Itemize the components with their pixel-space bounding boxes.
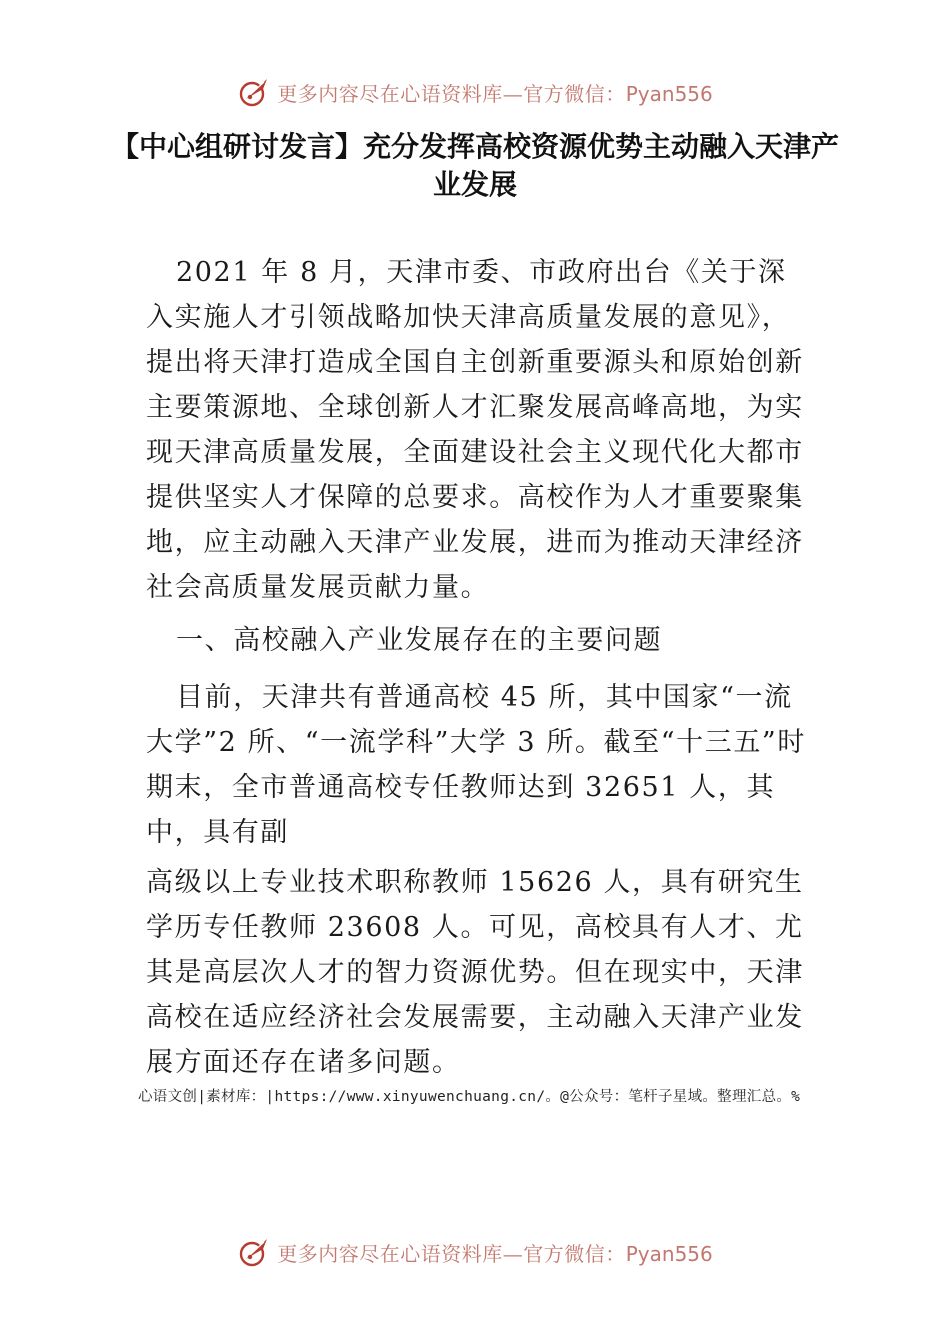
document-title: 【中心组研讨发言】充分发挥高校资源优势主动融入天津产业发展 [110,130,839,201]
section-heading: 一、高校融入产业发展存在的主要问题 [176,625,663,656]
banner-text: 更多内容尽在心语资料库—官方微信：Pyan556 [277,81,713,106]
quill-logo-icon [237,75,271,109]
paragraph-intro: 2021 年 8 月，天津市委、市政府出台《关于深入实施人才引领战略加快天津高质量发展的意见》，提出将天津打造成全国自主创新重要源头和原始创新主要策源地、全球创新人才汇聚发展高峰高地，为实现天津高质量发展，全面建设社会主义现代化大都市提供坚实人才保障的总要求。高校作为人才重要聚集地，应主动融入天津产业发展，进而为推动天津经济社会高质量发展贡献力量。 [146,257,804,603]
footer-banner [0,1232,950,1272]
wechat-id: Pyan556 [625,1241,713,1266]
quill-logo-icon [237,1235,271,1269]
header-banner [0,72,950,112]
paragraph-status: 目前，天津共有普通高校 45 所，其中国家“一流大学”2 所、“一流学科”大学 3 所。截至“十三五”时期末，全市普通高校专任教师达到 32651 人，其中，具有副 [146,682,806,848]
source-note: 心语文创|素材库：|https://www.xinyuwenchuang.cn/。@公众号：笔杆子星域。整理汇总。% [138,1089,801,1105]
wechat-id: Pyan556 [625,81,713,106]
banner-text: 更多内容尽在心语资料库—官方微信：Pyan556 [277,1241,713,1266]
paragraph-status-continued: 高级以上专业技术职称教师 15626 人，具有研究生学历专任教师 23608 人。可见，高校具有人才、尤其是高层次人才的智力资源优势。但在现实中，天津高校在适应经济社会发展需要，主动融入天津产业发展方面还存在诸多问题。 [146,867,804,1078]
